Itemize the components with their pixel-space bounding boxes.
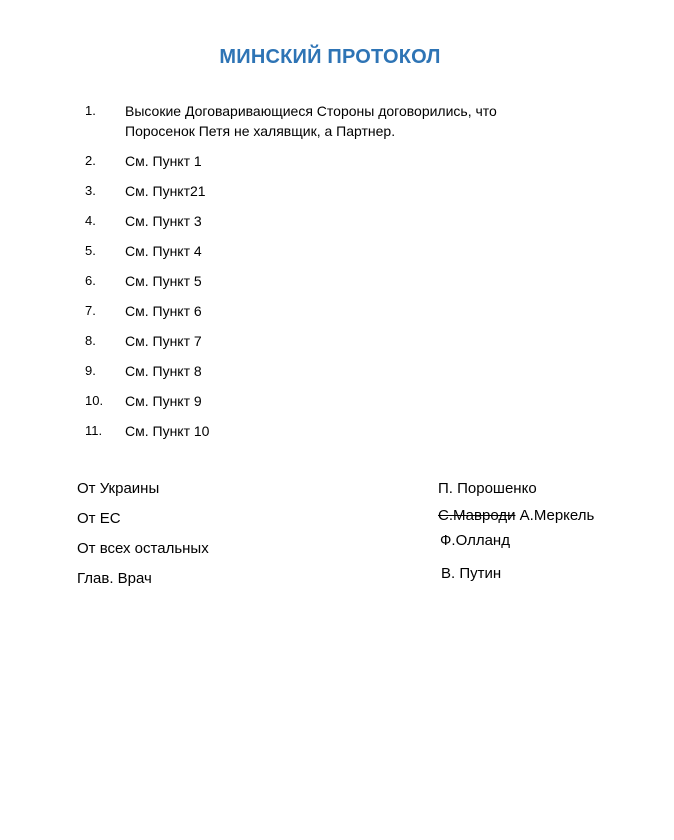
item-number: 6. bbox=[85, 273, 96, 288]
list-item bbox=[85, 361, 555, 381]
item-number: 5. bbox=[85, 243, 96, 258]
list-item bbox=[85, 181, 555, 201]
list-item bbox=[85, 421, 555, 441]
party-label-eu: От ЕС bbox=[77, 510, 121, 527]
item-text: См. Пункт 5 bbox=[125, 273, 202, 289]
item-number: 2. bbox=[85, 153, 96, 168]
list-item bbox=[85, 301, 555, 321]
party-label-ukraine: От Украины bbox=[77, 480, 160, 497]
item-number: 9. bbox=[85, 363, 96, 378]
item-text: См. Пункт21 bbox=[125, 183, 206, 199]
list-item bbox=[85, 331, 555, 351]
protocol-items-list bbox=[85, 101, 555, 451]
item-number: 10. bbox=[85, 393, 104, 408]
document-title: МИНСКИЙ ПРОТОКОЛ bbox=[219, 46, 441, 68]
signatory-eu-name: А.Меркель bbox=[519, 507, 595, 524]
item-number: 3. bbox=[85, 183, 96, 198]
struck-signatory-name: С.Мавроди bbox=[438, 507, 516, 524]
item-text: См. Пункт 1 bbox=[125, 153, 202, 169]
item-text: См. Пункт 8 bbox=[125, 363, 202, 379]
item-text: См. Пункт 9 bbox=[125, 393, 202, 409]
list-item bbox=[85, 391, 555, 411]
item-text: См. Пункт 3 bbox=[125, 213, 202, 229]
item-text: См. Пункт 6 bbox=[125, 303, 202, 319]
item-number: 7. bbox=[85, 303, 96, 318]
party-label-doctor: Глав. Врач bbox=[77, 570, 152, 587]
signatory-eu bbox=[438, 506, 594, 526]
item-number: 4. bbox=[85, 213, 96, 228]
item-number: 11. bbox=[85, 423, 103, 438]
party-label-others: От всех остальных bbox=[77, 540, 209, 557]
item-text: См. Пункт 4 bbox=[125, 243, 202, 259]
item-number: 1. bbox=[85, 103, 96, 118]
item-text: См. Пункт 10 bbox=[125, 423, 210, 439]
item-number: 8. bbox=[85, 333, 96, 348]
signatory-others: Ф.Олланд bbox=[440, 532, 510, 549]
list-item bbox=[85, 271, 555, 291]
item-text: См. Пункт 7 bbox=[125, 333, 202, 349]
signatory-ukraine: П. Порошенко bbox=[438, 480, 537, 497]
list-item bbox=[85, 211, 555, 231]
item-text: Высокие Договаривающиеся Стороны договорились, что Поросенок Петя не халявщик, а Партнер. bbox=[125, 103, 497, 139]
list-item bbox=[85, 151, 555, 171]
list-item bbox=[85, 241, 555, 261]
list-item bbox=[85, 101, 555, 141]
signatory-doctor: В. Путин bbox=[441, 565, 502, 582]
